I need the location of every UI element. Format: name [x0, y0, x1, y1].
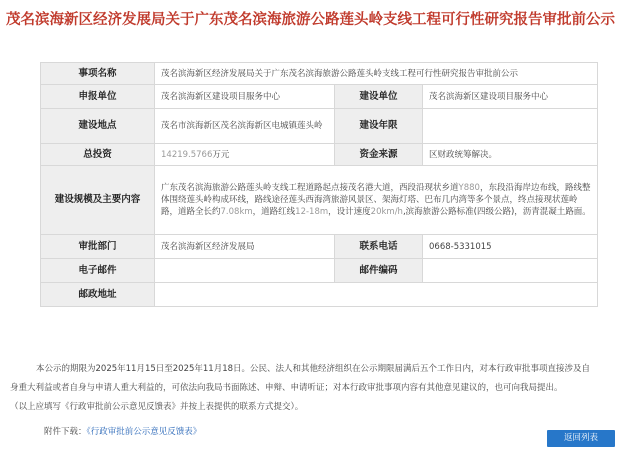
applicant-label: 申报单位: [41, 85, 155, 109]
location-value: 茂名市滨海新区茂名滨海新区电城镇莲头岭: [155, 109, 335, 144]
table-row: [41, 144, 598, 166]
scale-road-code: Y880: [458, 183, 480, 193]
table-row: [41, 63, 598, 85]
investment-amount: 14219.5766: [161, 149, 213, 160]
email-label: 电子邮件: [41, 259, 155, 283]
table-row: [41, 166, 598, 235]
notice-line: 本公示的期限为2025年11月15日至2025年11月18日。公民、法人和其他经济组织在公示期限届满后五个工作日内，对本行政审批事项直接涉及自: [36, 364, 591, 374]
scale-label: 建设规模及主要内容: [41, 166, 155, 235]
investment-label: 总投资: [41, 144, 155, 166]
funding-label: 资金来源: [335, 144, 423, 166]
scale-speed: 20km/h: [370, 207, 403, 217]
table-row: [41, 85, 598, 109]
scale-text: ，道路红线: [252, 207, 296, 217]
scale-text: ，设计速度: [328, 207, 371, 217]
table-row: [41, 235, 598, 259]
builder-value: 茂名滨海新区建设项目服务中心: [423, 85, 598, 109]
dept-label: 审批部门: [41, 235, 155, 259]
postcode-label: 邮件编码: [335, 259, 423, 283]
scale-text: 广东茂名滨海旅游公路莲头岭支线工程道路起点接茂名港大道，西段沿现状乡道: [161, 183, 459, 193]
phone-label: 联系电话: [335, 235, 423, 259]
scale-value: [155, 166, 598, 235]
location-label: 建设地点: [41, 109, 155, 144]
attachment: [44, 425, 201, 437]
period-value: [423, 109, 598, 144]
address-label: 邮政地址: [41, 283, 155, 307]
scale-length: 7.08km: [220, 207, 253, 217]
notice-line: （以上应填写《行政审批前公示意见反馈表》并按上表提供的联系方式提交）。: [10, 402, 304, 412]
scale-redline: 12-18m: [295, 207, 329, 217]
notice-line: 身重大利益或者自身与申请人重大利益的，可依法向我局书面陈述、申辩、申请听证；对本行政审批事项内容有其他意见建议的，也可向我局提出。: [10, 383, 563, 393]
postcode-value: [423, 259, 598, 283]
builder-label: 建设单位: [335, 85, 423, 109]
info-table: [40, 62, 598, 307]
feedback-form-link[interactable]: 《行政审批前公示意见反馈表》: [86, 427, 202, 437]
applicant-value: 茂名滨海新区建设项目服务中心: [155, 85, 335, 109]
notice-text: [10, 360, 630, 417]
table-row: [41, 259, 598, 283]
item-name-label: 事项名称: [41, 63, 155, 85]
address-value: [155, 283, 598, 307]
scale-text: ,滨海旅游公路标准(四级公路)，沥青混凝土路面。: [402, 207, 591, 217]
email-value: [155, 259, 335, 283]
funding-value: 区财政统筹解决。: [423, 144, 598, 166]
back-to-list-button[interactable]: 返回列表: [547, 430, 615, 447]
dept-value: 茂名滨海新区经济发展局: [155, 235, 335, 259]
scale-text: ，东段沿海岸边布线，路线整体围绕莲头岭构成环线，路线途径莲头西海湾旅游风景区、架海灯塔、巴布几内湾等多个景点，终点接现状莲岭路，道路全长约: [161, 183, 591, 217]
phone-value: 0668-5331015: [423, 235, 598, 259]
investment-value: [155, 144, 335, 166]
item-name-value: 茂名滨海新区经济发展局关于广东茂名滨海旅游公路莲头岭支线工程可行性研究报告审批前公示: [155, 63, 598, 85]
period-label: 建设年限: [335, 109, 423, 144]
table-row: [41, 283, 598, 307]
page-title: 茂名滨海新区经济发展局关于广东茂名滨海旅游公路莲头岭支线工程可行性研究报告审批前公示: [6, 12, 615, 28]
investment-unit: 万元: [212, 149, 230, 160]
table-row: [41, 109, 598, 144]
attachment-label: 附件下载：: [44, 427, 87, 437]
